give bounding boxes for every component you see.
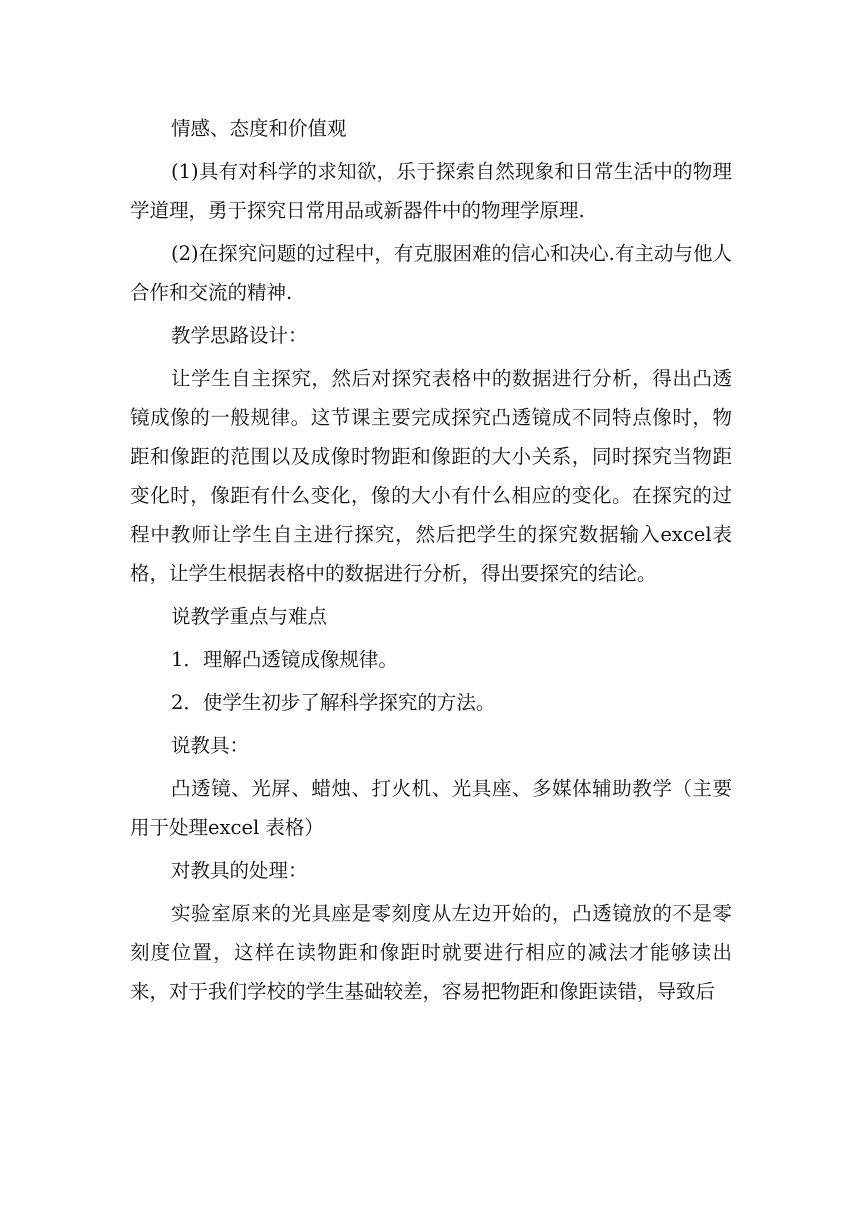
heading-teaching-design: 教学思路设计： bbox=[171, 324, 308, 347]
heading-tool-handling: 对教具的处理： bbox=[171, 859, 308, 882]
paragraph-goal-2: (2)在探究问题的过程中，有克服困难的信心和决心.有主动与他人合作和交流的精神. bbox=[130, 242, 732, 304]
paragraph-teaching-tools: 凸透镜、光屏、蜡烛、打火机、光具座、多媒体辅助教学（主要用于处理excel 表格） bbox=[130, 777, 732, 839]
heading-teaching-tools: 说教具： bbox=[171, 734, 250, 757]
paragraph-tool-handling: 实验室原来的光具座是零刻度从左边开始的，凸透镜放的不是零刻度位置，这样在读物距和像距时就要进行相应的减法才能够读出来，对于我们学校的学生基础较差，容易把物距和像距读错，导致后 bbox=[130, 902, 732, 1003]
paragraph-goal-1: (1)具有对科学的求知欲，乐于探索自然现象和日常生活中的物理学道理，勇于探究日常用品或新器件中的物理学原理. bbox=[130, 160, 732, 222]
paragraph-teaching-design: 让学生自主探究，然后对探究表格中的数据进行分析，得出凸透镜成像的一般规律。这节课主要完成探究凸透镜成不同特点像时，物距和像距的范围以及成像时物距和像距的大小关系，同时探究当物距变化时，像距有什么变化，像的大小有什么相应的变化。在探究的过程中教师让学生自主进行探究，然后把学生的探究数据输入excel表格，让学生根据表格中的数据进行分析，得出要探究的结论。 bbox=[130, 367, 732, 585]
document-page bbox=[130, 109, 732, 1011]
heading-values: 情感、态度和价值观 bbox=[171, 117, 347, 140]
list-item-key-point-2: 2．使学生初步了解科学探究的方法。 bbox=[171, 691, 496, 714]
heading-key-points: 说教学重点与难点 bbox=[171, 605, 328, 628]
list-item-key-point-1: 1．理解凸透镜成像规律。 bbox=[171, 648, 398, 671]
